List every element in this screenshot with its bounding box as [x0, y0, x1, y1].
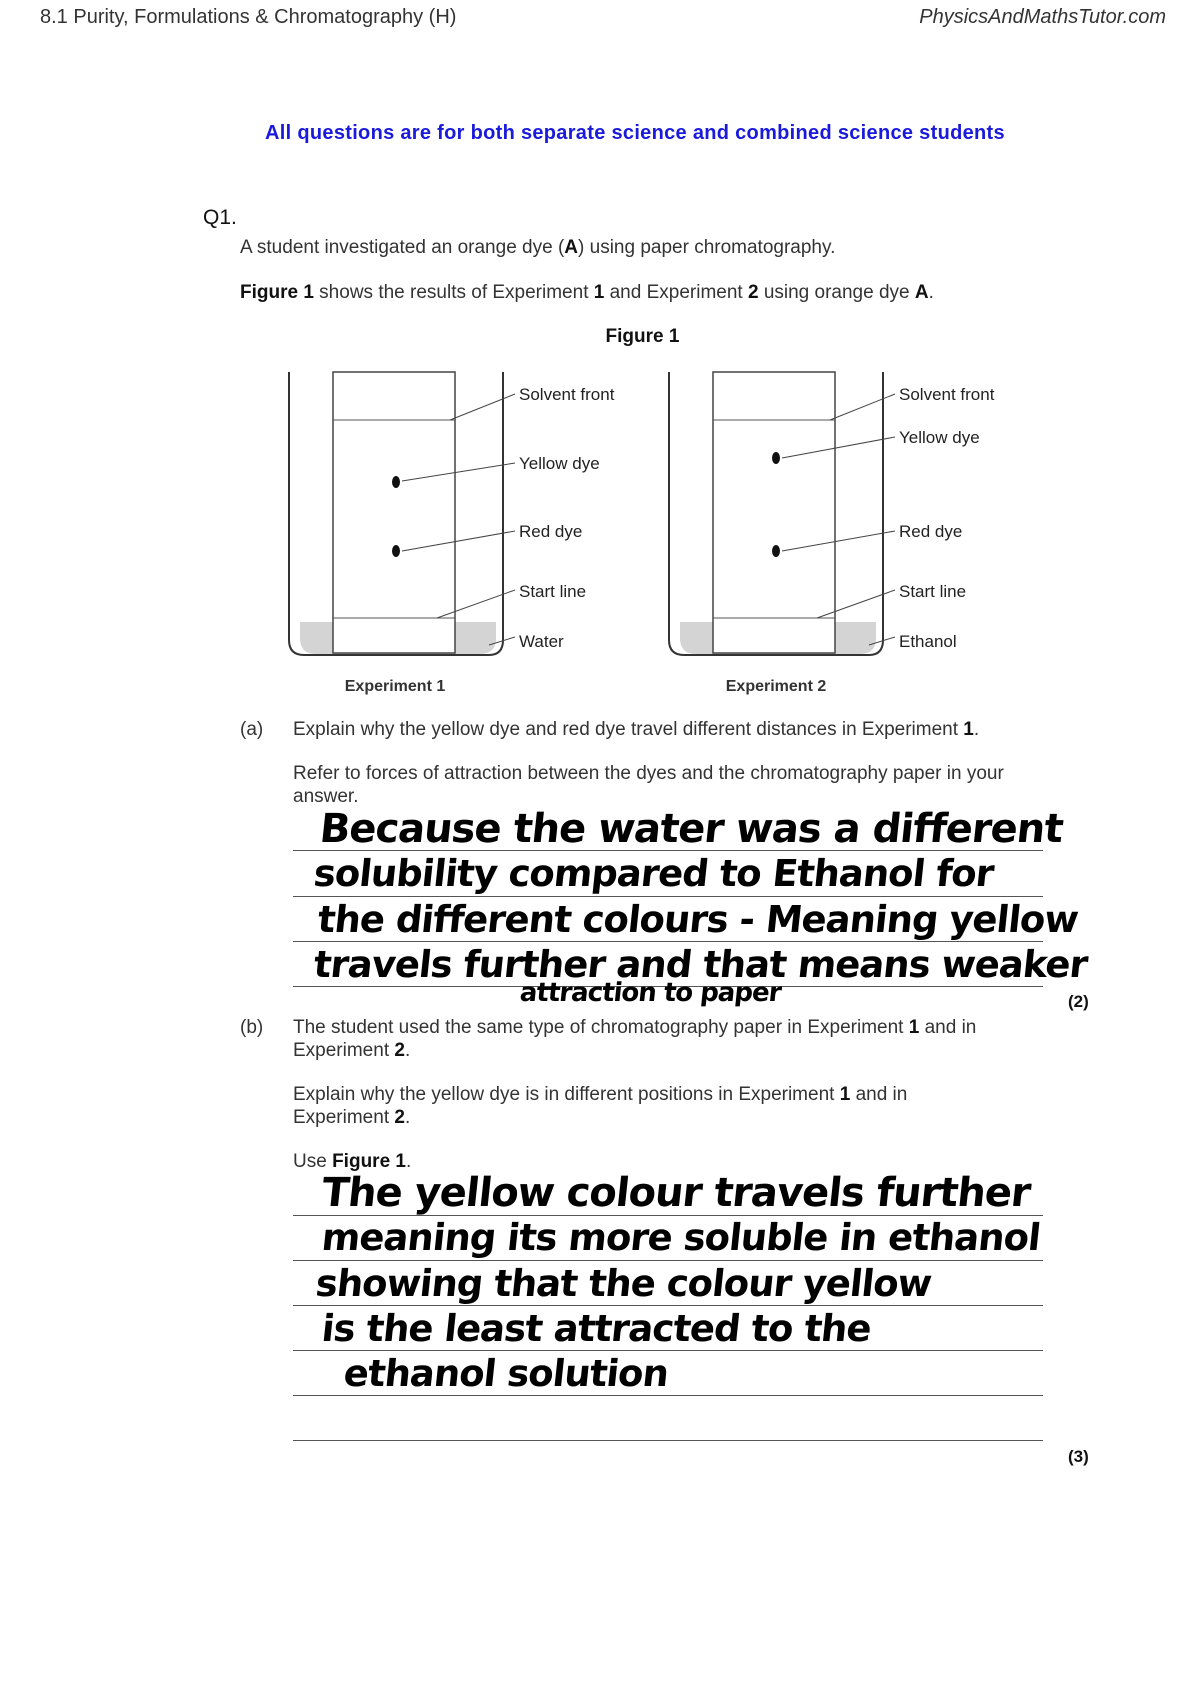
page-header-title: 8.1 Purity, Formulations & Chromatography (H) — [40, 6, 457, 28]
audience-banner: All questions are for both separate science and combined science students — [265, 122, 1005, 144]
label-start-line-2: Start line — [899, 582, 967, 601]
handwritten-answer-b-line: ethanol solution — [341, 1352, 671, 1395]
part-a-marks: (2) — [1068, 992, 1089, 1011]
caption-experiment-1: Experiment 1 — [344, 678, 446, 695]
answer-line — [293, 1350, 1043, 1351]
part-b-label: (b) — [240, 1017, 264, 1038]
handwritten-answer-b-line: showing that the colour yellow — [313, 1262, 934, 1305]
part-b-q2-exp1: 1 — [839, 1084, 851, 1105]
answer-line — [293, 1305, 1043, 1306]
figref-figure: Figure 1 — [240, 282, 314, 303]
figref-exp2: 2 — [747, 282, 759, 303]
answer-line — [293, 1260, 1043, 1261]
figref-exp1: 1 — [593, 282, 605, 303]
figref-t2: and Experiment — [604, 282, 748, 303]
part-b-q2-exp2: 2 — [394, 1107, 405, 1128]
intro-dye-letter: A — [564, 237, 579, 258]
handwritten-answer-a-line: the different colours - Meaning yellow — [315, 898, 1080, 941]
label-solvent-front-1: Solvent front — [519, 385, 615, 404]
red-dye-spot-2 — [772, 545, 780, 557]
figref-t3: using orange dye — [758, 282, 915, 303]
part-a-question — [293, 718, 979, 741]
part-b-q1-t1: The student used the same type of chromatography paper in Experiment — [293, 1017, 909, 1038]
part-b-q3-figure: Figure 1 — [332, 1151, 406, 1172]
answer-line — [293, 896, 1043, 897]
question-number: Q1. — [203, 206, 237, 229]
figref-dye: A — [914, 282, 929, 303]
part-b-q2-t1: Explain why the yellow dye is in different positions in Experiment — [293, 1084, 840, 1105]
part-a-instruction: Refer to forces of attraction between the dyes and the chromatography paper in your answer. — [293, 763, 1004, 807]
caption-experiment-2: Experiment 2 — [725, 678, 827, 695]
handwritten-answer-a-line: attraction to paper — [518, 978, 783, 1008]
label-yellow-dye-2: Yellow dye — [899, 428, 980, 447]
label-red-dye-2: Red dye — [899, 522, 963, 541]
part-b-q1-t3: . — [404, 1040, 411, 1061]
part-a-label: (a) — [240, 719, 264, 740]
part-b-q3-t1: Use — [293, 1151, 333, 1172]
part-b-q1-exp2: 2 — [394, 1040, 405, 1061]
part-b-q3-t2: . — [405, 1151, 412, 1172]
chromatography-paper-2 — [713, 372, 835, 653]
leader-solvent-front-1 — [450, 394, 515, 420]
handwritten-answer-b-line: is the least attracted to the — [319, 1307, 873, 1350]
label-ethanol: Ethanol — [899, 632, 957, 651]
part-b-explain — [293, 1083, 993, 1129]
answer-line — [293, 1395, 1043, 1396]
label-water: Water — [519, 632, 564, 651]
intro-text-1: A student investigated an orange dye ( — [240, 237, 565, 258]
chromatography-paper-1 — [333, 372, 455, 653]
yellow-dye-spot-2 — [772, 452, 780, 464]
part-a-q-exp: 1 — [963, 719, 974, 740]
label-red-dye-1: Red dye — [519, 522, 583, 541]
part-b-q2-t3: . — [404, 1107, 411, 1128]
figref-t4: . — [928, 282, 934, 303]
part-b-q1-t2: and in Experiment — [293, 1017, 977, 1061]
label-solvent-front-2: Solvent front — [899, 385, 995, 404]
chromatography-figure — [0, 0, 1200, 720]
handwritten-answer-b-line: meaning its more soluble in ethanol — [319, 1216, 1043, 1259]
handwritten-answer-a-line: travels further and that means weaker — [311, 943, 1090, 986]
page-header-site: PhysicsAndMathsTutor.com — [919, 6, 1166, 28]
experiment-1-diagram — [289, 372, 615, 695]
handwritten-answer-b-line: The yellow colour travels further — [319, 1170, 1033, 1216]
part-b-q1-exp1: 1 — [908, 1017, 920, 1038]
handwritten-answer-a-line: Because the water was a different — [317, 806, 1065, 852]
answer-line — [293, 1440, 1043, 1441]
answer-line — [293, 941, 1043, 942]
experiment-2-diagram — [669, 372, 995, 695]
intro-text-2: ) using paper chromatography. — [578, 237, 836, 258]
leader-solvent-front-2 — [830, 394, 895, 420]
part-b-q2-t2: and in Experiment — [293, 1084, 908, 1128]
figure-title: Figure 1 — [605, 326, 680, 347]
figref-t1: shows the results of Experiment — [313, 282, 594, 303]
label-start-line-1: Start line — [519, 582, 587, 601]
part-a-q-text: Explain why the yellow dye and red dye travel different distances in Experiment — [293, 719, 964, 740]
yellow-dye-spot-1 — [392, 476, 400, 488]
part-a-q-end: . — [973, 719, 980, 740]
red-dye-spot-1 — [392, 545, 400, 557]
part-b-marks: (3) — [1068, 1447, 1089, 1466]
part-b-question — [293, 1016, 1053, 1062]
label-yellow-dye-1: Yellow dye — [519, 454, 600, 473]
handwritten-answer-a-line: solubility compared to Ethanol for — [311, 852, 996, 895]
